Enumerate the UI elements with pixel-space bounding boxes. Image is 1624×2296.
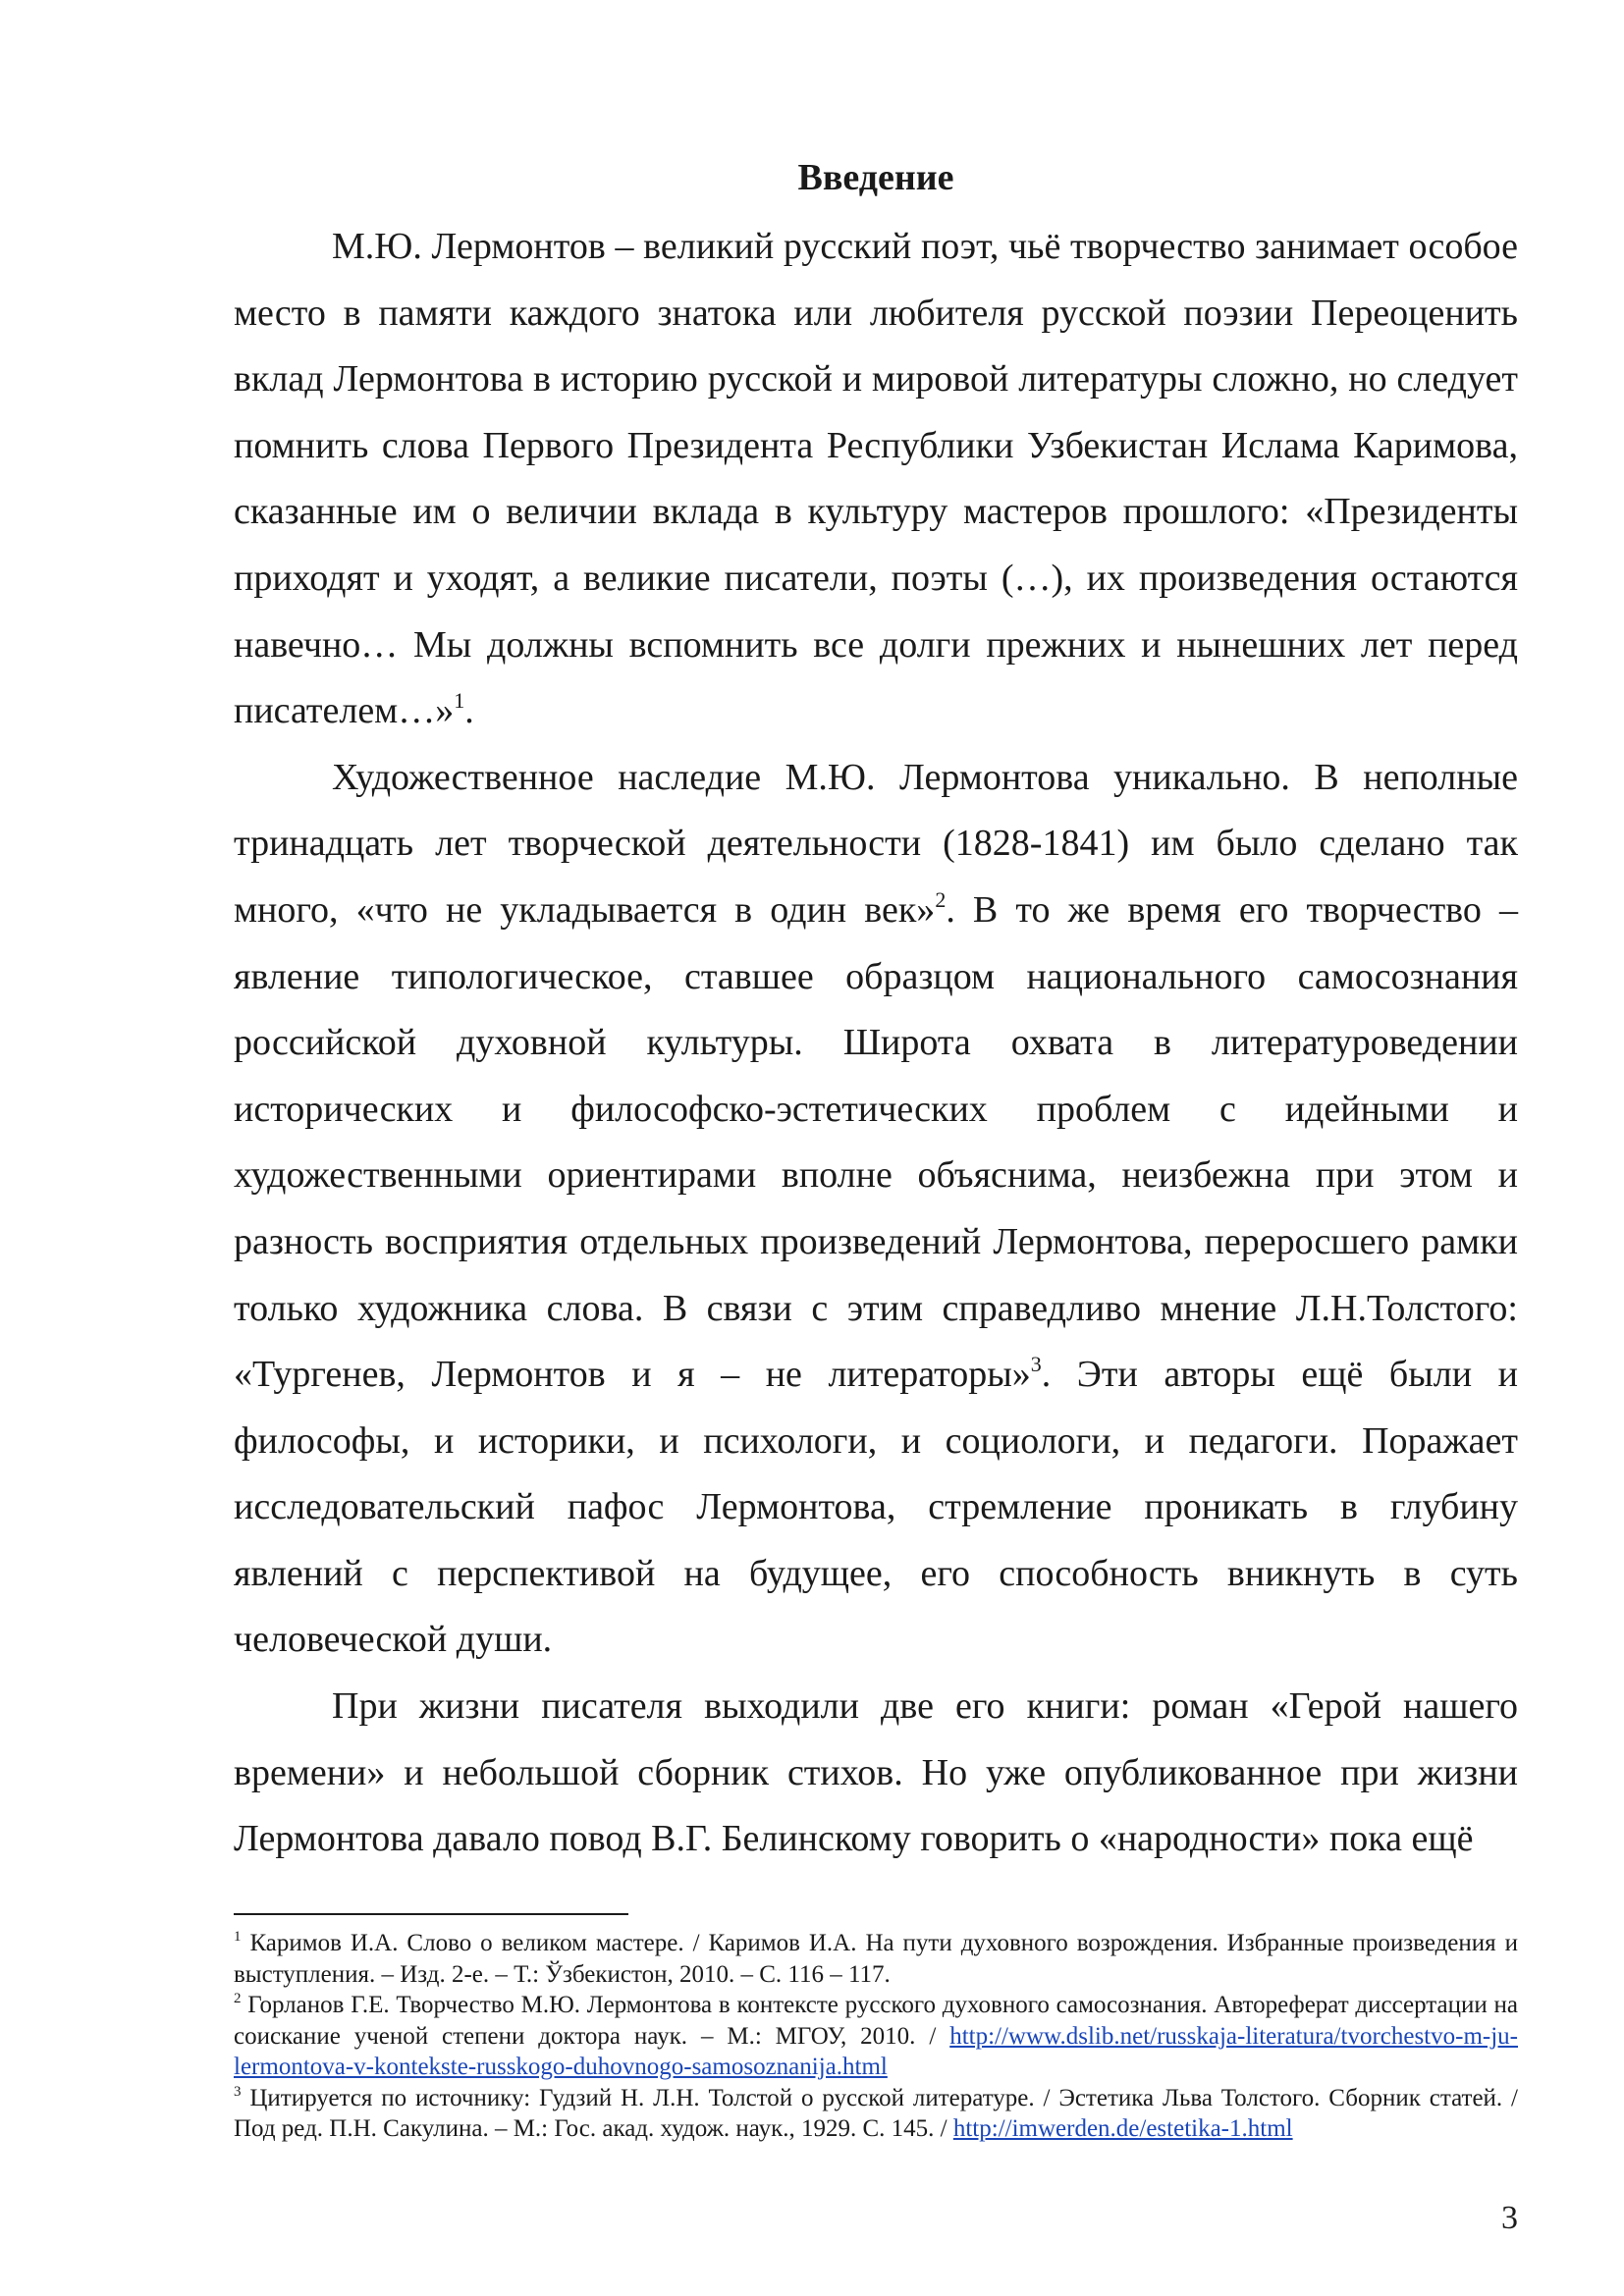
paragraph-3 [234,1674,1518,1873]
footnotes [234,1928,1518,2145]
paragraph-text: Художественное наследие М.Ю. Лермонтова уникально. В неполные тринадцать лет творческой деятельности (1828-1841) им было сделано так много, «что не укладывается в один век» [234,756,1518,931]
paragraph-2 [234,745,1518,1674]
paragraph-text: . В то же время его творчество – явление типологическое, ставшее образцом национального самосознания российской духовной культуры. Широта охвата в литературоведении исторических и философско-эстетических проблем с идейными и художественными ориентирами вполне объяснима, неизбежна при этом и разность восприятия отдельных произведений Лермонтова, переросшего рамки только художника слова. В связи с этим справедливо мнение Л.Н.Толстого: «Тургенев, Лермонтов и я – не литераторы» [234,888,1518,1396]
paragraph-text: М.Ю. Лермонтов – великий русский поэт, чьё творчество занимает особое место в памяти каждого знатока или любителя русской поэзии Переоценить вклад Лермонтова в историю русской и мировой литературы сложно, но следует помнить слова Первого Президента Республики Узбекистан Ислама Каримова, сказанные им о величии вклада в культуру мастеров прошлого: «Президенты приходят и уходят, а великие писатели, поэты (…), их произведения остаются навечно… Мы должны вспомнить все долги прежних и нынешних лет перед писателем…» [234,226,1518,732]
document-page [234,0,1518,2296]
footnote-3 [234,2083,1518,2145]
footnote-separator [234,1913,628,1915]
footnote-1 [234,1928,1518,1990]
footnote-ref-2: 2 [935,886,947,912]
paragraph-1 [234,214,1518,745]
footnote-ref-3: 3 [1030,1352,1042,1377]
footnote-text: Цитируется по источнику: Гудзий Н. Л.Н. Толстой о русской литературе. / Эстетика Льва Толстого. Сборник статей. / Под ред. П.Н. Сакулина. – М.: Гос. акад. худож. наук., 1929. С. 145. / [234,2084,1518,2142]
footnote-link-2[interactable]: http://www.dslib.net/russkaja-literatura/tvorchestvo-m-ju-lermontova-v-kontekste-russkogo-duhovnogo-samosoznanija.html [234,2022,1518,2080]
paragraph-text: При жизни писателя выходили две его книги: роман «Герой нашего времени» и небольшой сборник стихов. Но уже опубликованное при жизни Лермонтова давало повод В.Г. Белинскому говорить о «народности» пока ещё [234,1685,1518,1860]
paragraph-text: . [464,690,474,732]
footnote-text: Каримов И.А. Слово о великом мастере. / Каримов И.А. На пути духовного возрождения. Избранные произведения и выступления. – Изд. 2-е. – Т.: Ўзбекистон, 2010. – С. 116 – 117. [234,1930,1518,1988]
page-number: 3 [1501,2200,1518,2236]
page-title: Введение [797,157,954,198]
footnote-marker-2: 2 [234,1991,242,2006]
footnote-marker-1: 1 [234,1929,242,1945]
footnote-marker-3: 3 [234,2083,242,2100]
body-text [234,214,1518,1873]
footnote-ref-1: 1 [454,688,465,714]
paragraph-text: . Эти авторы ещё были и философы, и историки, и психологи, и социологи, и педагоги. Поражает исследовательский пафос Лермонтова, стремление проникать в глубину явлений с перспективой на будущее, его способность вникнуть в суть человеческой души. [234,1354,1518,1661]
footnote-2 [234,1990,1518,2083]
footnote-text: Горланов Г.Е. Творчество М.Ю. Лермонтова в контексте русского духовного самосознания. Автореферат диссертации на соискание ученой степени доктора наук. – М.: МГОУ, 2010. / [234,1992,1518,2050]
footnote-link-3[interactable]: http://imwerden.de/estetika-1.html [952,2115,1293,2142]
